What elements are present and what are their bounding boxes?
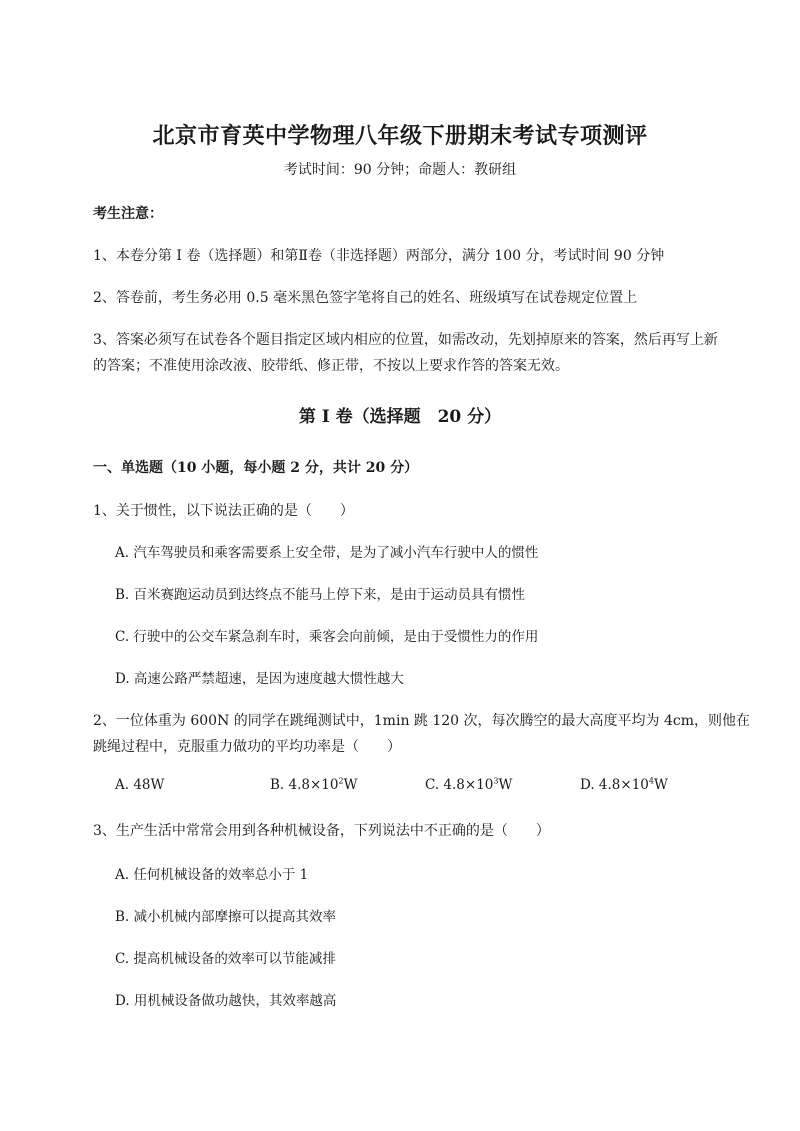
section-title: 第 I 卷（选择题 20 分） xyxy=(298,407,502,427)
option-b-exponent: 2 xyxy=(338,776,344,786)
question-2-option-d xyxy=(580,777,668,793)
option-d-unit: W xyxy=(653,777,668,793)
notice-item-3: 3、答案必须写在试卷各个题目指定区域内相应的位置，如需改动，先划掉原来的答案，然后再写上新 xyxy=(93,332,718,348)
notice-item-1: 1、本卷分第 I 卷（选择题）和第Ⅱ卷（非选择题）两部分，满分 100 分，考试时间 90 分钟 xyxy=(93,248,665,264)
option-c-text: C. 4.8×10 xyxy=(425,777,494,793)
question-1-option-c: C. 行驶中的公交车紧急刹车时，乘客会向前倾，是由于受惯性力的作用 xyxy=(115,629,539,645)
part-heading: 一、单选题（10 小题，每小题 2 分，共计 20 分） xyxy=(93,460,419,476)
option-d-exponent: 4 xyxy=(648,776,654,786)
question-1-option-d: D. 高速公路严禁超速，是因为速度越大惯性越大 xyxy=(115,671,404,687)
question-3-option-a: A. 任何机械设备的效率总小于 1 xyxy=(115,867,309,883)
question-1-option-b: B. 百米赛跑运动员到达终点不能马上停下来，是由于运动员具有惯性 xyxy=(115,587,526,603)
option-a-text: A. 48W xyxy=(115,777,165,793)
question-2-option-c xyxy=(425,777,512,793)
notice-heading: 考生注意： xyxy=(93,206,163,222)
question-2-option-a xyxy=(115,777,164,793)
notice-item-3-cont: 的答案；不准使用涂改液、胶带纸、修正带，不按以上要求作答的答案无效。 xyxy=(93,358,569,374)
option-d-text: D. 4.8×10 xyxy=(580,777,649,793)
question-1-option-a: A. 汽车驾驶员和乘客需要系上安全带，是为了减小汽车行驶中人的惯性 xyxy=(115,545,539,561)
question-1-stem: 1、关于惯性，以下说法正确的是（ ） xyxy=(93,503,354,519)
question-2-stem-line2: 跳绳过程中，克服重力做功的平均功率是（ ） xyxy=(93,739,401,755)
question-3-option-d: D. 用机械设备做功越快，其效率越高 xyxy=(115,993,337,1009)
question-2-stem-line1: 2、一位体重为 600N 的同学在跳绳测试中，1min 跳 120 次，每次腾空的最大高度平均为 4cm，则他在 xyxy=(93,713,750,729)
question-3-stem: 3、生产生活中常常会用到各种机械设备，下列说法中不正确的是（ ） xyxy=(93,823,550,839)
option-c-unit: W xyxy=(498,777,513,793)
question-2-option-b xyxy=(270,777,357,793)
exam-title: 北京市育英中学物理八年级下册期末考试专项测评 xyxy=(152,123,648,149)
question-3-option-b: B. 减小机械内部摩擦可以提高其效率 xyxy=(115,909,337,925)
notice-item-2: 2、答卷前，考生务必用 0.5 毫米黑色签字笔将自己的姓名、班级填写在试卷规定位置上 xyxy=(93,290,638,306)
option-b-text: B. 4.8×10 xyxy=(270,777,339,793)
option-c-exponent: 3 xyxy=(493,776,499,786)
exam-subtitle: 考试时间：90 分钟；命题人：教研组 xyxy=(283,162,517,178)
question-3-option-c: C. 提高机械设备的效率可以节能减排 xyxy=(115,951,336,967)
option-b-unit: W xyxy=(343,777,358,793)
